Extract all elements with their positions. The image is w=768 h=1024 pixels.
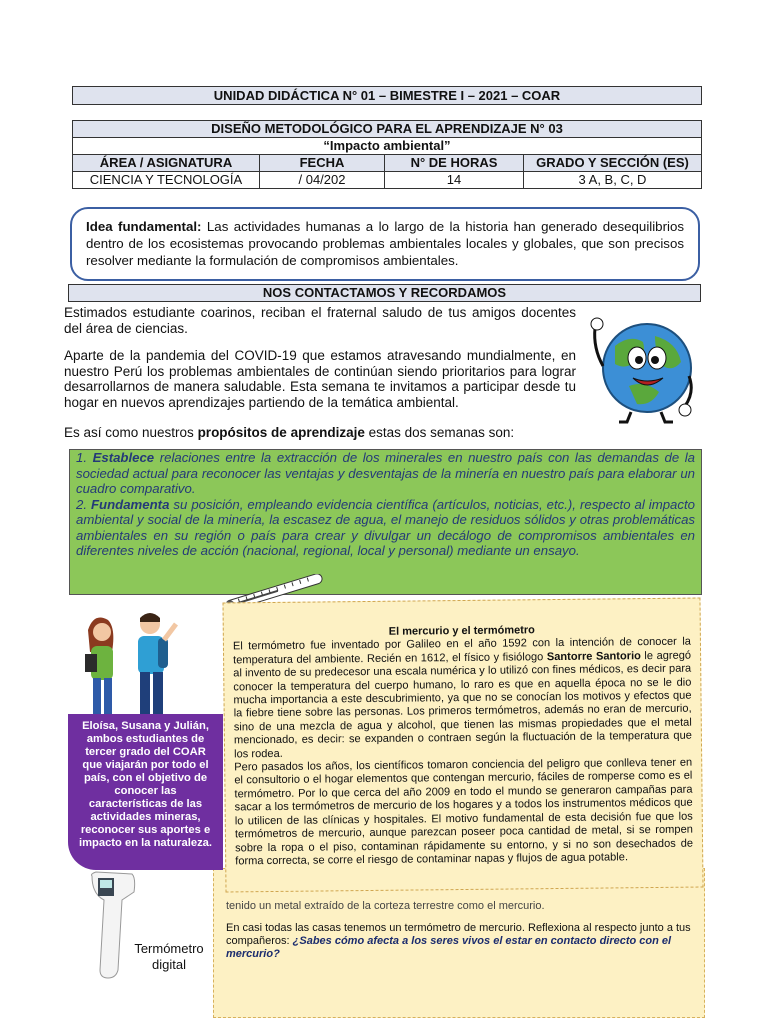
idea-text: Las actividades humanas a lo largo de la historia han generado desequilibrios dentro de los ecosistemas provocando problemas ambientales locales y globales, que son precisos resolver mediante la formulación de compromisos ambientales. (86, 219, 685, 268)
purpose-verb: Establece (92, 450, 155, 465)
reading-paper (222, 598, 703, 893)
thermometer-caption: Termómetro digital (134, 941, 204, 972)
header-grado: GRADO Y SECCIÓN (ES) (524, 155, 702, 172)
value-fecha: / 04/202 (260, 172, 385, 189)
reading-question (226, 922, 696, 962)
purpose-text: relaciones entre la extracción de los minerales en nuestro país con las demandas de la sociedad actual para reconocer las ventajas y desventajas de la minería en nuestro país para elaborar un cuadro comparativo. (76, 450, 695, 496)
purpose-num: 1. (76, 450, 93, 465)
value-area: CIENCIA Y TECNOLOGÍA (73, 172, 260, 189)
intro-p1: Estimados estudiante coarinos, reciban el fraternal saludo de tus amigos docentes del área de ciencias. (64, 305, 576, 336)
question-bold: ¿Sabes cómo afecta a los seres vivos el estar en contacto directo con el mercurio? (226, 935, 672, 961)
reading-p1a: El termómetro fue inventado por Galileo en el año 1592 con la intención de conocer la temperatura del ambiente. Recién en 1612, el físico y fisiólogo (232, 636, 691, 667)
header-fecha: FECHA (260, 155, 385, 172)
reading-title: El mercurio y el termómetro (388, 624, 535, 638)
reading-p1c: le agregó al invento de su predecesor una escala numérica y lo utilizó con fines médicos, es decir para conocer la temperatura del cuerpo humano, lo raro es que en aquella época no se le dio mucha importancia a este descubrimiento, ya que no se conocían los motivos y efectos que la fiebre tiene sobre las personas. Los primeros termómetros, además no eran de mercurio, sino de una mezcla de agua y alcohol, que tienen las mismas propiedades que el metal mencionado, es decir: se expanden o contraen según la fluctuación de la temperatura que los rodea. (233, 649, 692, 761)
reading-p2: Pero pasados los años, los científicos tomaron conciencia del peligro que conlleva tener en el consultorio o el hogar elementos que contengan mercurio, fáciles de romperse como es el termómetro. Por lo que cerca del año 2009 en todo el mundo se generaron campañas para sacar a los termómetros de mercurio de los hogares y a todos los instrumentos médicos que lo utilicen de las clínicas y hospitales. El motivo fundamental de esta decisión fue que los termómetros de mercurio, aunque parezcan poseer poca cantidad de metal, si se rompen sobre la ropa o el piso, contaminan rápidamente su entorno, y si no son desechados de forma correcta, se corre el riesgo de contaminar napas y flujos de agua potable. (234, 756, 694, 868)
table-title: DISEÑO METODOLÓGICO PARA EL APRENDIZAJE N° 03 (73, 121, 702, 138)
idea-box (70, 207, 700, 281)
intro-p3 (64, 425, 576, 441)
intro-p3-bold: propósitos de aprendizaje (197, 425, 365, 440)
header-area: ÁREA / ASIGNATURA (73, 155, 260, 172)
purpose-item (76, 497, 695, 559)
globe-mascot-image (585, 306, 701, 426)
purposes-box (69, 449, 702, 595)
metadata-table (72, 120, 702, 189)
section-title: NOS CONTACTAMOS Y RECORDAMOS (68, 284, 701, 302)
value-horas: 14 (385, 172, 524, 189)
intro-p3-end: estas dos semanas son: (364, 425, 515, 440)
question-start: En casi todas las casas tenemos un termómetro de mercurio. Reflexiona al respecto junto a tus compañeros: (226, 922, 691, 948)
purpose-verb: Fundamenta (91, 496, 170, 512)
intro-p3-start: Es así como nuestros (64, 425, 198, 440)
reading-p1 (233, 636, 692, 761)
intro-p2: Aparte de la pandemia del COVID-19 que estamos atravesando mundialmente, en nuestro Perú los problemas ambientales de continúan siendo prioritarios para lograr desarrollarnos de manera saludable. Esta semana te invitamos a participar desde tu hogar en nuevos aprendizajes partiendo de la temática ambiental. (64, 348, 576, 410)
value-grado: 3 A, B, C, D (524, 172, 702, 189)
reading-partial-line: tenido un metal extraído de la corteza terrestre como el mercurio. (226, 900, 545, 912)
purpose-item (76, 450, 695, 497)
purpose-num: 2. (76, 496, 91, 512)
characters-box: Eloísa, Susana y Julián, ambos estudiantes de tercer grado del COAR que viajarán por todo el país, con el objetivo de conocer las características de las actividades mineras, reconocer sus aportes e impacto en la naturaleza. (68, 714, 223, 870)
purpose-text: su posición, empleando evidencia científica (artículos, noticias, etc.), respecto al impacto ambiental y social de la minería, la escasez de agua, el manejo de residuos sólidos y otras problemáticas ambientales en su región o país para crear y divulgar un decálogo de compromisos ambientales en diferentes niveles de acción (nacional, regional, local y personal) mediante un ensayo. (76, 496, 695, 558)
idea-label: Idea fundamental: (86, 219, 202, 234)
table-subtitle: “Impacto ambiental” (73, 138, 702, 155)
unit-header: UNIDAD DIDÁCTICA N° 01 – BIMESTRE I – 2021 – COAR (72, 86, 702, 105)
header-horas: N° DE HORAS (385, 155, 524, 172)
reading-p1-bold: Santorre Santorio (546, 649, 641, 663)
